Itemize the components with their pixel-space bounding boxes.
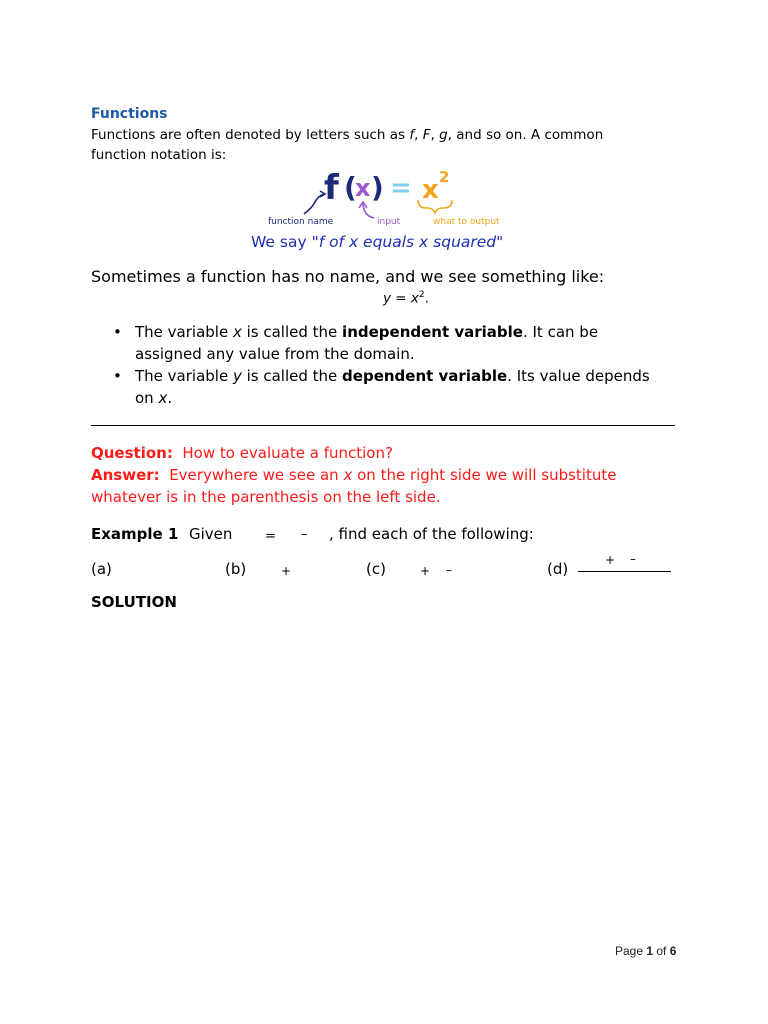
part-b-plus: + [281,564,292,578]
eq-period: . [424,290,429,307]
input-arrow [363,204,374,218]
of-label: of [653,944,670,958]
example-equals: = [265,529,276,544]
solution-heading [91,593,177,611]
letter-f: f [409,127,415,143]
answer-line-2: whatever is in the parenthesis on the left side. [91,488,441,506]
example-number: Example 1 [91,525,179,543]
question-label: Question: [91,444,173,462]
question-line [91,444,393,462]
example-instruction: , find each of the following: [329,525,534,543]
bullet-2-line-2 [135,389,172,407]
page-label: Page [615,944,647,958]
eq-x: x [410,290,419,307]
text: The variable [135,323,233,341]
figure-close-paren: ) [371,171,384,204]
bullet-dot: • [113,367,122,385]
comma: , [430,127,440,143]
part-c-label: (c) [366,560,386,578]
part-c-plus: + [420,564,431,578]
text: . It can be [522,323,599,341]
text: on [135,389,159,407]
answer-label: Answer: [91,466,160,484]
question-text: How to evaluate a function? [182,444,393,462]
letter-g: g [439,127,448,143]
bullet-2-line-1 [135,367,650,385]
independent-variable-term: independent variable [342,323,523,341]
figure-f: f [324,168,339,208]
bullet-1-line-2: assigned any value from the domain. [135,345,415,363]
figure-equals: = [390,173,412,203]
bullet-dot: • [113,323,122,341]
fraction-bar [578,571,671,572]
answer-text: on the right side we will substitute [352,466,617,484]
text: is called the [241,367,343,385]
figure-x: x [355,174,371,202]
equation-y-x2 [383,290,429,307]
we-say-quote: "f of x equals x squared" [311,233,504,251]
label-function-name: function name [268,217,334,227]
figure-x-squared: x [422,175,439,205]
var-x: x [232,323,242,341]
current-page: 1 [646,944,654,958]
letter-F: F [422,127,431,143]
horizontal-rule [91,425,675,426]
dependent-variable-term: dependent variable [342,367,508,385]
part-d-minus: – [630,552,636,566]
answer-text: Everywhere we see an [169,466,344,484]
figure-exponent: 2 [439,168,450,186]
intro-text: Functions are often denoted by letters such as [91,127,410,143]
intro-line-2: function notation is: [91,147,227,163]
we-say-line [251,233,503,251]
part-d-plus: + [605,553,616,567]
part-a-label: (a) [91,560,112,578]
example-label [91,525,178,543]
eq-equals: = [391,290,411,307]
example-given: Given [189,525,233,543]
part-d-label: (d) [547,560,569,578]
figure-open-paren: ( [344,171,357,204]
label-input: input [377,217,401,227]
intro-line-1 [91,127,603,143]
solution-label: SOLUTION [91,593,177,611]
sometimes-sentence: Sometimes a function has no name, and we see something like: [91,267,605,286]
var-x: x [343,466,353,484]
var-y: y [232,367,242,385]
text: is called the [241,323,343,341]
answer-line-1 [91,466,616,484]
bullet-1-line-1 [135,323,598,341]
total-pages: 6 [669,944,677,958]
label-output: what to output [433,217,500,227]
part-c-minus: – [446,563,452,577]
text: . [167,389,173,407]
page-number [615,944,676,958]
text: . Its value depends [507,367,650,385]
part-b-label: (b) [225,560,247,578]
comma: , [414,127,423,143]
eq-y: y [383,290,391,307]
text: The variable [135,367,233,385]
example-minus: – [301,527,308,542]
eq-exponent: 2 [418,290,425,300]
var-x: x [158,389,168,407]
intro-text: , and so on. A common [447,127,604,143]
we-say-prefix: We say [251,233,312,251]
function-notation-figure [260,164,510,230]
section-title: Functions [91,106,168,122]
